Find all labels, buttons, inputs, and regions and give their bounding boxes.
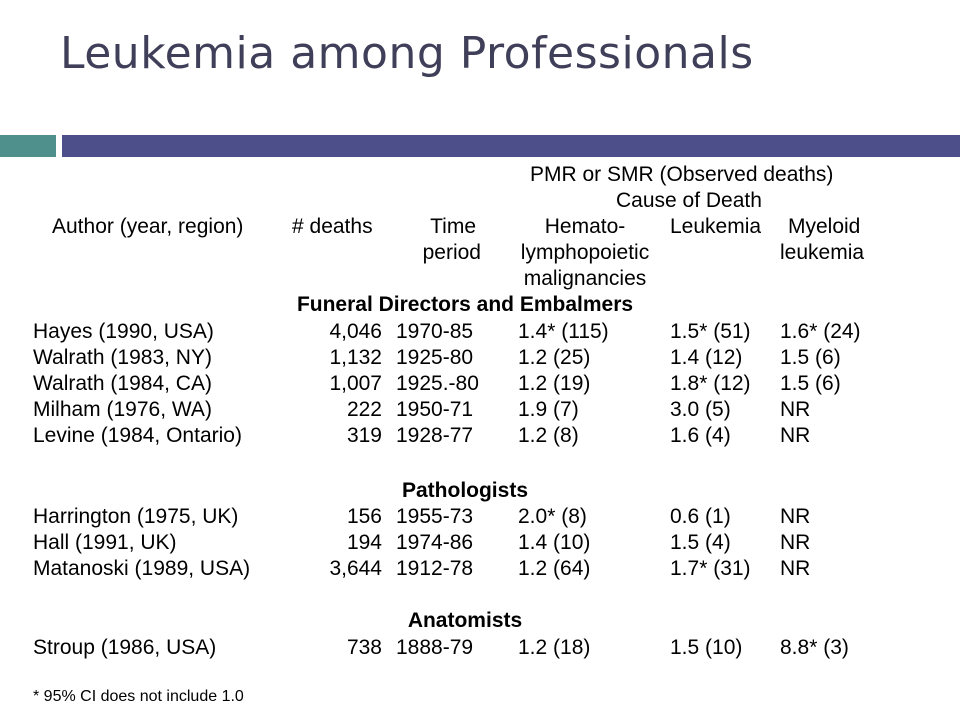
header-leukemia: Leukemia bbox=[670, 215, 762, 238]
cell-period: 1925.-80 bbox=[396, 372, 479, 395]
cell-hemato: 1.2 (25) bbox=[518, 346, 591, 369]
cell-author: Walrath (1983, NY) bbox=[33, 346, 212, 369]
cell-author: Walrath (1984, CA) bbox=[33, 372, 212, 395]
cell-hemato: 1.9 (7) bbox=[518, 398, 579, 421]
cell-myeloid: NR bbox=[780, 398, 811, 421]
cell-hemato: 1.2 (18) bbox=[518, 636, 591, 659]
header-myeloid-1: Myeloid bbox=[788, 215, 861, 238]
cell-myeloid: NR bbox=[780, 424, 811, 447]
header-deaths: # deaths bbox=[292, 215, 373, 238]
header-myeloid-2: leukemia bbox=[780, 241, 865, 264]
header-hemato-3: malignancies bbox=[523, 267, 647, 290]
cell-myeloid: 8.8* (3) bbox=[780, 636, 849, 659]
cell-leukemia: 1.4 (12) bbox=[670, 346, 743, 369]
cell-period: 1912-78 bbox=[396, 557, 474, 580]
accent-bar-navy bbox=[62, 135, 960, 157]
cell-hemato: 1.2 (8) bbox=[518, 424, 579, 447]
cell-leukemia: 1.5 (10) bbox=[670, 636, 743, 659]
cell-period: 1974-86 bbox=[396, 531, 474, 554]
header-time-1: Time bbox=[430, 215, 476, 238]
cell-hemato: 1.2 (64) bbox=[518, 557, 591, 580]
accent-bar-teal bbox=[0, 135, 56, 157]
cell-leukemia: 0.6 (1) bbox=[670, 505, 731, 528]
header-time-2: period bbox=[422, 241, 481, 264]
cell-myeloid: 1.5 (6) bbox=[780, 372, 841, 395]
cell-myeloid: NR bbox=[780, 531, 811, 554]
cell-leukemia: 1.5 (4) bbox=[670, 531, 731, 554]
cell-hemato: 2.0* (8) bbox=[518, 505, 587, 528]
header-measure: PMR or SMR (Observed deaths) bbox=[530, 163, 834, 186]
cell-author: Matanoski (1989, USA) bbox=[33, 557, 251, 580]
cell-period: 1955-73 bbox=[396, 505, 474, 528]
cell-myeloid: NR bbox=[780, 557, 811, 580]
cell-author: Levine (1984, Ontario) bbox=[33, 424, 242, 447]
cell-leukemia: 1.8* (12) bbox=[670, 372, 751, 395]
footnote: * 95% CI does not include 1.0 bbox=[33, 688, 244, 705]
group-title-funeral: Funeral Directors and Embalmers bbox=[296, 293, 634, 316]
cell-period: 1888-79 bbox=[396, 636, 474, 659]
cell-author: Milham (1976, WA) bbox=[33, 398, 212, 421]
cell-leukemia: 1.6 (4) bbox=[670, 424, 731, 447]
group-title-pathologists: Pathologists bbox=[401, 479, 528, 502]
cell-author: Stroup (1986, USA) bbox=[33, 636, 217, 659]
header-hemato-2: lymphopoietic bbox=[520, 241, 650, 264]
cell-author: Harrington (1975, UK) bbox=[33, 505, 239, 528]
cell-leukemia: 1.5* (51) bbox=[670, 320, 751, 343]
cell-deaths: 3,644 bbox=[329, 557, 382, 580]
cell-author: Hayes (1990, USA) bbox=[33, 320, 214, 343]
cell-deaths: 1,007 bbox=[329, 372, 382, 395]
cell-deaths: 4,046 bbox=[329, 320, 382, 343]
slide-title: Leukemia among Professionals bbox=[60, 28, 754, 79]
cell-deaths: 194 bbox=[346, 531, 382, 554]
cell-period: 1950-71 bbox=[396, 398, 474, 421]
cell-leukemia: 3.0 (5) bbox=[670, 398, 731, 421]
cell-deaths: 1,132 bbox=[329, 346, 382, 369]
cell-deaths: 738 bbox=[346, 636, 382, 659]
cell-myeloid: 1.6* (24) bbox=[780, 320, 861, 343]
header-cause: Cause of Death bbox=[616, 189, 762, 212]
cell-deaths: 156 bbox=[346, 505, 382, 528]
cell-leukemia: 1.7* (31) bbox=[670, 557, 751, 580]
header-author: Author (year, region) bbox=[52, 215, 244, 238]
cell-period: 1928-77 bbox=[396, 424, 474, 447]
cell-hemato: 1.2 (19) bbox=[518, 372, 591, 395]
cell-deaths: 222 bbox=[346, 398, 382, 421]
cell-deaths: 319 bbox=[346, 424, 382, 447]
cell-hemato: 1.4 (10) bbox=[518, 531, 591, 554]
cell-myeloid: 1.5 (6) bbox=[780, 346, 841, 369]
cell-author: Hall (1991, UK) bbox=[33, 531, 177, 554]
header-hemato-1: Hemato- bbox=[544, 215, 626, 238]
cell-hemato: 1.4* (115) bbox=[518, 320, 609, 343]
cell-period: 1970-85 bbox=[396, 320, 474, 343]
cell-period: 1925-80 bbox=[396, 346, 474, 369]
group-title-anatomists: Anatomists bbox=[407, 609, 523, 632]
cell-myeloid: NR bbox=[780, 505, 811, 528]
